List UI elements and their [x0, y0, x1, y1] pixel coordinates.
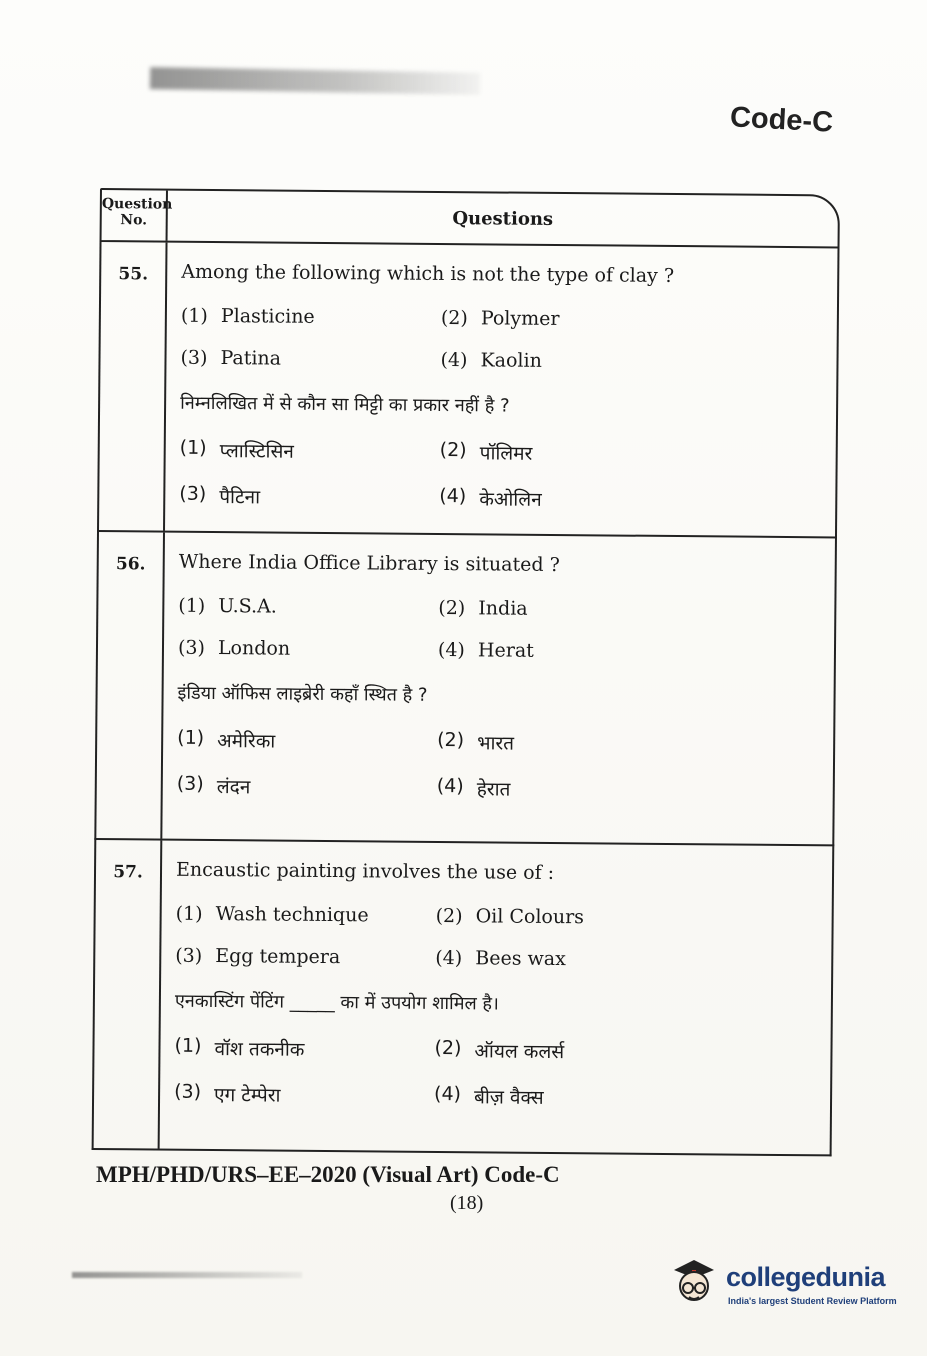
option: (2) भारत: [437, 728, 515, 755]
paper-code: Code-C: [729, 101, 834, 139]
options-hi: [174, 1035, 831, 1113]
option: (3) लंदन: [176, 772, 251, 799]
option: (2) India: [438, 596, 528, 620]
option: (4) बीज़ वैक्स: [434, 1082, 544, 1109]
brand-name: collegedunia: [726, 1262, 886, 1292]
page-number: (18): [450, 1192, 484, 1214]
option: (4) Herat: [437, 638, 534, 662]
question-text-en: Where India Office Library is situated ?: [178, 550, 560, 577]
question-row: [94, 532, 837, 846]
option: (3) London: [177, 636, 291, 660]
option: (1) U.S.A.: [178, 594, 277, 618]
option: (1) Plasticine: [180, 304, 315, 328]
question-text-hi: एनकास्टिंग पेंटिंग _____ का में उपयोग शामिल है।: [174, 990, 499, 1015]
options-hi: [177, 727, 834, 805]
option: (3) पैटिना: [179, 482, 261, 509]
question-row: [92, 840, 835, 1156]
options-en: [180, 305, 837, 375]
question-number: 56.: [96, 532, 165, 839]
exam-footer: MPH/PHD/URS–EE–2020 (Visual Art) Code-C: [96, 1162, 560, 1187]
option: (4) हेरात: [436, 774, 511, 801]
option: (4) केओलिन: [439, 484, 542, 511]
question-row: [97, 242, 840, 538]
collegedunia-watermark: [668, 1252, 898, 1312]
option: (4) Bees wax: [435, 946, 566, 971]
table-header: [100, 188, 840, 248]
column-header-qno: Question No.: [102, 190, 168, 241]
question-text-hi: निम्नलिखित में से कौन सा मिट्टी का प्रकार नहीं है ?: [180, 392, 510, 417]
options-en: [175, 903, 832, 973]
option: (2) पॉलिमर: [439, 438, 533, 465]
question-number: 55.: [99, 242, 168, 531]
option: (1) वॉश तकनीक: [174, 1034, 305, 1061]
scan-smudge-bottom: [72, 1272, 302, 1278]
question-text-hi: इंडिया ऑफिस लाइब्रेरी कहाँ स्थित है ?: [177, 682, 428, 706]
question-number: 57.: [94, 840, 163, 1149]
scan-smudge-top: [150, 67, 480, 95]
question-text-en: Encaustic painting involves the use of :: [175, 858, 555, 884]
question-text-en: Among the following which is not the type of clay ?: [181, 260, 675, 288]
options-en: [178, 595, 835, 665]
option: (2) Oil Colours: [435, 904, 585, 929]
option: (2) Polymer: [440, 306, 560, 331]
option: (3) Egg tempera: [175, 944, 341, 969]
option: (3) Patina: [180, 346, 282, 370]
column-header-questions: Questions: [452, 208, 554, 230]
brand-tagline: India's largest Student Review Platform: [728, 1296, 897, 1306]
option: (1) Wash technique: [175, 902, 369, 927]
questions-table: [92, 188, 840, 1154]
option: (1) प्लास्टिसिन: [179, 436, 295, 463]
option: (3) एग टेम्पेरा: [174, 1080, 281, 1107]
option: (1) अमेरिका: [177, 726, 276, 753]
mascot-icon: [668, 1252, 720, 1308]
option: (4) Kaolin: [440, 348, 542, 372]
option: (2) ऑयल कलर्स: [434, 1036, 565, 1064]
options-hi: [179, 437, 836, 515]
